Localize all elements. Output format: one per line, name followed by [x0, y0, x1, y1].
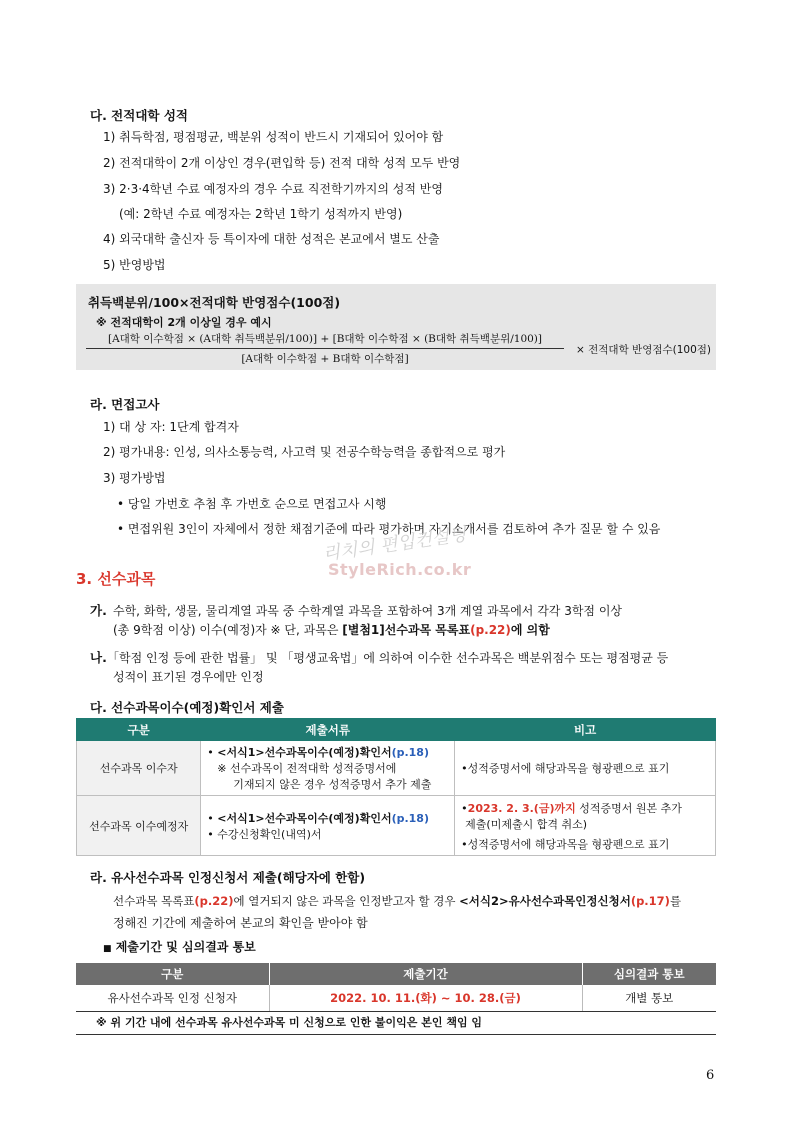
- text-span: 선수과목 목록표: [113, 894, 195, 908]
- text-span: 를: [669, 894, 682, 908]
- section-title-confirmation: 다. 선수과목이수(예정)확인서 제출: [90, 700, 284, 715]
- table-cell-remark: [455, 796, 716, 856]
- formula-numerator: [A대학 이수학점 × (A대학 취득백분위/100)] + [B대학 이수학점 × (B대학 취득백분위/100)]: [86, 331, 564, 349]
- section-title-prerequisites: 3. 선수과목: [76, 570, 156, 588]
- list-item: 2) 전적대학이 2개 이상인 경우(편입학 등) 전적 대학 성적 모두 반영: [103, 156, 461, 170]
- table-row: [76, 985, 716, 1012]
- list-item: 1) 취득학점, 평점평균, 백분위 성적이 반드시 기재되어 있어야 함: [103, 130, 444, 144]
- formula-note: ※ 전적대학이 2개 이상일 경우 예시: [96, 316, 272, 329]
- subsection-title: [103, 938, 256, 955]
- page-reference: (p.17): [630, 894, 670, 908]
- section-title-transfer-grades: 다. 전적대학 성적: [90, 108, 188, 123]
- list-item: (예: 2학년 수료 예정자는 2학년 1학기 성적까지 반영): [119, 207, 403, 221]
- bullet-text: 당일 가번호 추첨 후 가번호 순으로 면접고사 시행: [127, 497, 387, 511]
- formula-fraction: [86, 331, 564, 366]
- table-header: 제출서류: [201, 719, 455, 741]
- remark-line: [461, 800, 709, 816]
- bullet-text: 면접위원 3인이 자체에서 정한 채점기준에 따라 평가하며 자기소개서를 검토하여 추가 질문 할 수 있음: [127, 522, 661, 536]
- footnote: ※ 위 기간 내에 선수과목 유사선수과목 미 신청으로 인한 불이익은 본인 책임 임: [96, 1016, 483, 1029]
- bullet: •: [207, 811, 214, 825]
- table-cell-category: 선수과목 이수예정자: [77, 796, 201, 856]
- bullet: •: [461, 801, 468, 815]
- page-reference: (p.22): [470, 623, 511, 637]
- doc-line: [207, 744, 448, 760]
- remark-line: •성적증명서에 해당과목을 형광펜으로 표기: [461, 837, 670, 851]
- table-header-row: [77, 719, 716, 741]
- list-item: 1) 대 상 자: 1단계 합격자: [103, 420, 239, 434]
- paragraph-line: [113, 893, 681, 909]
- text-span: 에 의함: [510, 623, 550, 637]
- subsection-label: 제출기간 및 심의결과 통보: [115, 940, 256, 954]
- square-bullet-icon: ■: [103, 944, 112, 954]
- list-item: 4) 외국대학 출신자 등 특이자에 대한 성적은 본교에서 별도 산출: [103, 232, 440, 246]
- doc-note: ※ 선수과목이 전적대학 성적증명서에: [217, 762, 397, 775]
- formula-multiplier: × 전적대학 반영점수(100점): [576, 344, 711, 356]
- remark-line: 제출(미제출시 합격 취소): [465, 817, 588, 831]
- text-span: (총 9학점 이상) 이수(예정)자 ※ 단, 과목은: [113, 623, 339, 637]
- table-cell: 유사선수과목 인정 신청자: [76, 985, 269, 1012]
- paragraph-line: [113, 621, 550, 638]
- item-label-ga: 가.: [90, 603, 107, 618]
- text-span: 성적증명서 원본 추가: [579, 801, 682, 815]
- paragraph-line: 정해진 기간에 제출하여 본교의 확인을 받아야 함: [113, 916, 368, 930]
- list-item: 3) 평가방법: [103, 471, 166, 485]
- paragraph-line: 수학, 화학, 생물, 물리계열 과목 중 수학계열 과목을 포함하여 3개 계열 과목에서 각각 3학점 이상: [113, 604, 623, 618]
- bullet-item: • 당일 가번호 추첨 후 가번호 순으로 면접고사 시행: [117, 497, 387, 511]
- doc-note: 기재되지 않은 경우 성적증명서 추가 제출: [233, 778, 432, 791]
- item-label-na: 나.: [90, 650, 107, 665]
- submission-period-table: [76, 963, 716, 1012]
- table-cell-documents: [201, 796, 455, 856]
- form-name: <서식1>선수과목이수(예정)확인서: [217, 746, 392, 759]
- table-cell: 개별 통보: [582, 985, 716, 1012]
- text-span: 에 열거되지 않은 과목을 인정받고자 할 경우: [233, 894, 456, 908]
- section-title-similar-courses: 라. 유사선수과목 인정신청서 제출(해당자에 한함): [90, 870, 366, 885]
- table-header: 비고: [455, 719, 716, 741]
- table-header: 구분: [76, 963, 269, 985]
- annex-reference: [별첨1]선수과목 목록표: [342, 623, 471, 637]
- table-cell-category: 선수과목 이수자: [77, 741, 201, 796]
- page-reference: (p.18): [391, 746, 429, 759]
- list-item: 2) 평가내용: 인성, 의사소통능력, 사고력 및 전공수학능력을 종합적으로 평가: [103, 445, 506, 459]
- table-row: [77, 741, 716, 796]
- form-name: <서식2>유사선수과목인정신청서: [459, 894, 631, 908]
- doc-line: [207, 810, 448, 826]
- watermark-url: StyleRich.co.kr: [328, 560, 472, 579]
- table-header: 구분: [77, 719, 201, 741]
- list-item: 3) 2·3·4학년 수료 예정자의 경우 수료 직전학기까지의 성적 반영: [103, 182, 443, 196]
- formula-denominator: [A대학 이수학점 + B대학 이수학점]: [241, 353, 409, 365]
- doc-line: • 수강신청확인(내역)서: [207, 827, 322, 841]
- formula-box: [76, 284, 716, 370]
- page-reference: (p.22): [194, 894, 234, 908]
- deadline: 2023. 2. 3.(금)까지: [467, 801, 576, 815]
- submission-documents-table: [76, 718, 716, 856]
- bullet: •: [207, 746, 214, 759]
- table-header: 심의결과 통보: [582, 963, 716, 985]
- table-header: 제출기간: [269, 963, 582, 985]
- formula-title: 취득백분위/100×전적대학 반영점수(100점): [88, 295, 341, 310]
- section-title-interview: 라. 면접고사: [90, 397, 160, 412]
- table-row: [77, 796, 716, 856]
- bullet-item: • 면접위원 3인이 자체에서 정한 채점기준에 따라 평가하며 자기소개서를 검토하여 추가 질문 할 수 있음: [117, 522, 661, 536]
- page-reference: (p.18): [391, 811, 429, 825]
- form-name: <서식1>선수과목이수(예정)확인서: [217, 811, 392, 825]
- table-cell-period: 2022. 10. 11.(화) ~ 10. 28.(금): [269, 985, 582, 1012]
- divider: [76, 1034, 716, 1035]
- paragraph-line: 「학점 인정 등에 관한 법률」 및 「평생교육법」에 의하여 이수한 선수과목은 백분위점수 또는 평점평균 등: [107, 651, 669, 665]
- paragraph-line: 성적이 표기된 경우에만 인정: [113, 670, 264, 684]
- watermark-text: 리치의 편입컨설팅: [321, 524, 468, 565]
- table-cell-documents: [201, 741, 455, 796]
- table-header-row: [76, 963, 716, 985]
- page-number: 6: [706, 1068, 715, 1083]
- list-item: 5) 반영방법: [103, 258, 166, 272]
- table-cell-remark: •성적증명서에 해당과목을 형광펜으로 표기: [455, 741, 716, 796]
